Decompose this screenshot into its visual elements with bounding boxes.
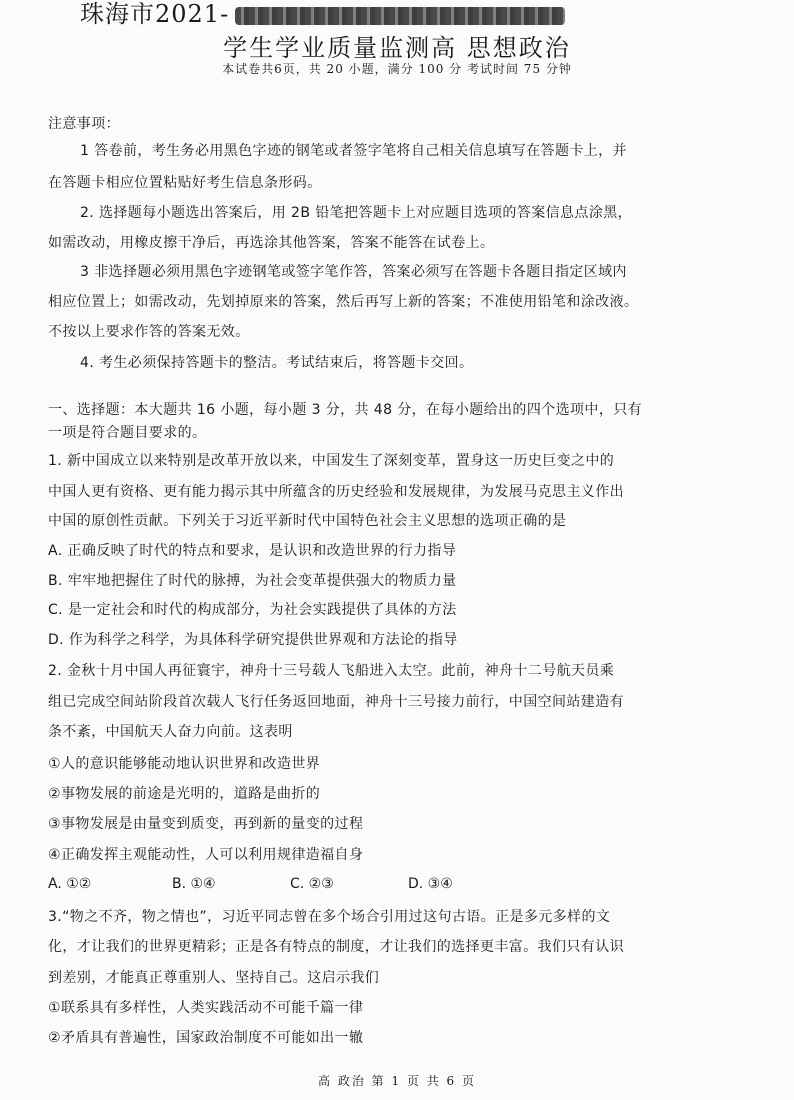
question-stem: 组已完成空间站阶段首次载人飞行任务返回地面，神舟十三号接力前行，中国空间站建造有 — [48, 694, 624, 710]
notes-line: 如需改动，用橡皮擦干净后，再选涂其他答案，答案不能答在试卷上。 — [48, 235, 495, 251]
answer-option: C. 是一定社会和时代的构成部分，为社会实践提供了具体的方法 — [48, 602, 457, 618]
answer-option: A. ①② — [48, 876, 92, 892]
question-stem: 条不紊，中国航天人奋力向前。这表明 — [48, 724, 293, 740]
exam-title-line1 — [80, 0, 720, 28]
statement-item: ②事物发展的前途是光明的，道路是曲折的 — [48, 786, 321, 802]
question-stem: 中国人更有资格、更有能力揭示其中所蕴含的历史经验和发展规律，为发展马克思主义作出 — [48, 484, 624, 500]
question-stem: 3.“物之不齐，物之情也”，习近平同志曾在多个场合引用过这句古语。正是多元多样的文 — [48, 909, 611, 925]
question-stem: 1. 新中国成立以来特别是改革开放以来，中国发生了深刻变革，置身这一历史巨变之中的 — [48, 453, 615, 469]
question-stem: 2. 金秋十月中国人再征寰宇，神舟十三号载人飞船进入太空。此前，神舟十二号航天员乘 — [48, 663, 615, 679]
question-stem: 化，才让我们的世界更精彩；正是各有特点的制度，才让我们的选择更丰富。我们只有认识 — [48, 939, 624, 955]
notes-line: 在答题卡相应位置粘贴好考生信息条形码。 — [48, 175, 322, 191]
statement-item: ②矛盾具有普遍性，国家政治制度不可能如出一辙 — [48, 1030, 364, 1046]
notes-heading: 注意事项： — [48, 116, 120, 132]
notes-line: 2. 选择题每小题选出答案后，用 2B 铅笔把答题卡上对应题目选项的答案信息点涂黑， — [80, 205, 633, 221]
page-footer: 高 政治 第 1 页 共 6 页 — [318, 1074, 476, 1088]
statement-item: ①联系具有多样性，人类实践活动不可能千篇一律 — [48, 1000, 364, 1016]
notes-line: 不按以上要求作答的答案无效。 — [48, 324, 250, 340]
section-heading: 一项是符合题目要求的。 — [48, 425, 207, 441]
exam-title-line2: 学生学业质量监测高 思想政治 — [223, 34, 571, 62]
notes-line: 相应位置上；如需改动，先划掉原来的答案，然后再写上新的答案；不准使用铅笔和涂改液。 — [48, 294, 639, 310]
statement-item: ④正确发挥主观能动性，人可以利用规律造福自身 — [48, 847, 364, 863]
question-stem: 到差别，才能真正尊重别人、坚持自己。这启示我们 — [48, 970, 380, 986]
scan-smudge — [235, 7, 565, 25]
statement-item: ①人的意识能够能动地认识世界和改造世界 — [48, 756, 321, 772]
answer-option: A. 正确反映了时代的特点和要求，是认识和改造世界的行力指导 — [48, 543, 457, 559]
section-heading: 一、选择题：本大题共 16 小题，每小题 3 分，共 48 分，在每小题给出的四个选项中，只有 — [48, 402, 643, 418]
answer-option: D. 作为科学之科学，为具体科学研究提供世界观和方法论的指导 — [48, 632, 458, 648]
exam-info: 本试卷共6页，共 20 小题，满分 100 分 考试时间 75 分钟 — [222, 62, 572, 76]
exam-title-prefix: 珠海市2021- — [80, 0, 230, 28]
notes-line: 3 非选择题必须用黑色字迹钢笔或签字笔作答，答案必须写在答题卡各题目指定区域内 — [80, 264, 627, 280]
answer-option: D. ③④ — [408, 876, 453, 892]
notes-line: 4. 考生必须保持答题卡的整洁。考试结束后，将答题卡交回。 — [80, 355, 474, 371]
answer-option: B. ①④ — [172, 876, 216, 892]
question-stem: 中国的原创性贡献。下列关于习近平新时代中国特色社会主义思想的选项正确的是 — [48, 513, 567, 529]
notes-line: 1 答卷前，考生务必用黑色字迹的钢笔或者签字笔将自己相关信息填写在答题卡上，并 — [80, 143, 627, 159]
statement-item: ③事物发展是由量变到质变，再到新的量变的过程 — [48, 816, 364, 832]
answer-option: C. ②③ — [290, 876, 334, 892]
answer-option: B. 牢牢地把握住了时代的脉搏，为社会变革提供强大的物质力量 — [48, 573, 457, 589]
